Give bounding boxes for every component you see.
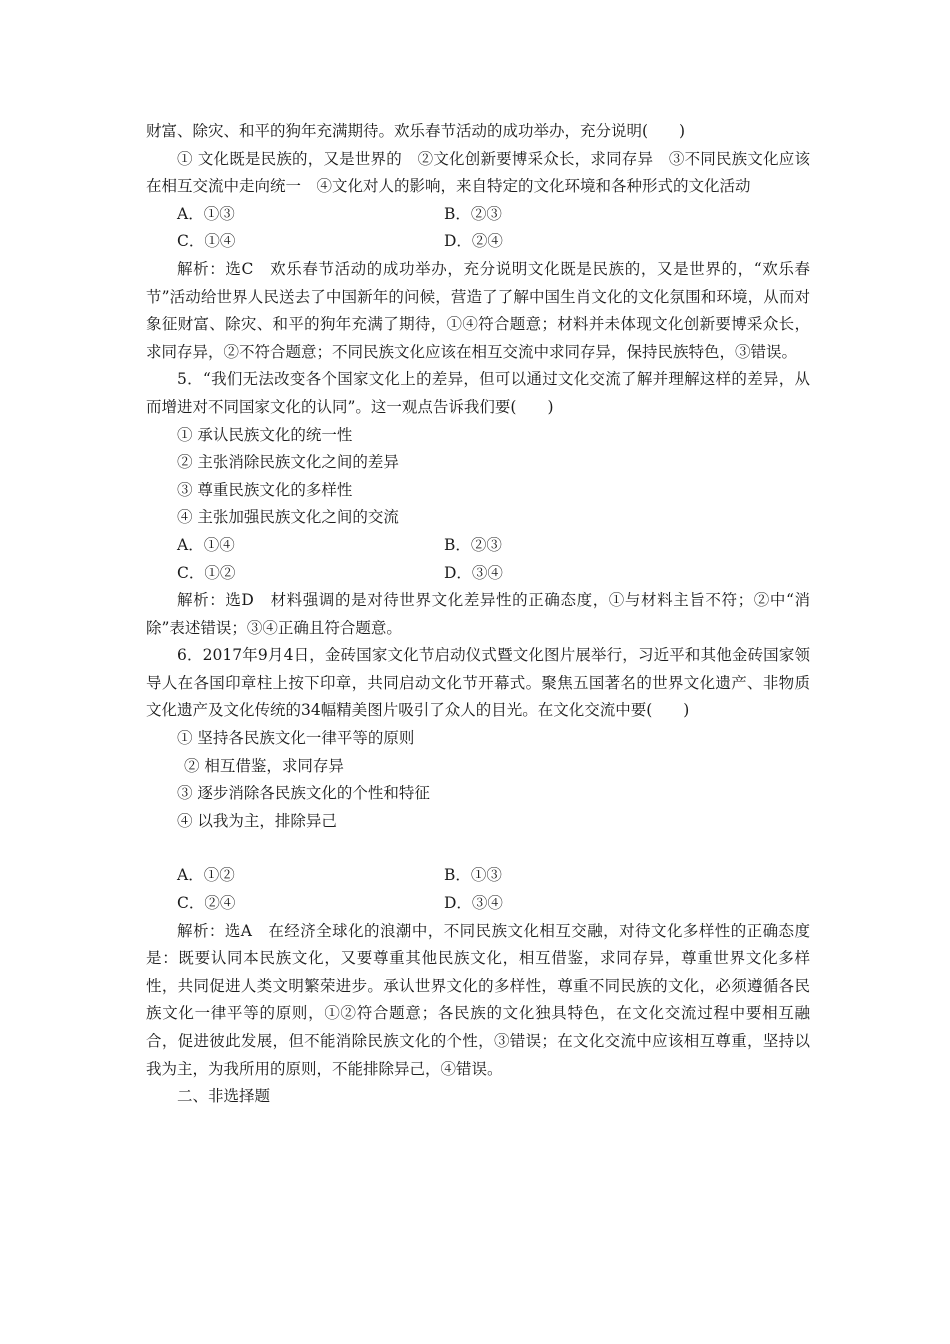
q4-option-d: D．②④ xyxy=(444,232,503,251)
q4-option-c: C．①④ xyxy=(177,232,236,251)
q6-statement-1: ① 坚持各民族文化一律平等的原则 xyxy=(177,729,415,748)
q5-statement-3: ③ 尊重民族文化的多样性 xyxy=(177,480,353,499)
q4-options-row-1 xyxy=(146,201,810,229)
q5-stem: 5．“我们无法改变各个国家文化上的差异，但可以通过文化交流了解并理解这样的差异，从而增进对不同国家文化的认同”。这一观点告诉我们要( ) xyxy=(146,370,810,416)
q6-statement-3: ③ 逐步消除各民族文化的个性和特征 xyxy=(177,784,430,803)
q5-statement-2: ② 主张消除民族文化之间的差异 xyxy=(177,453,399,472)
q6-options-row-2 xyxy=(146,890,810,918)
q5-statement-1: ① 承认民族文化的统一性 xyxy=(177,425,353,444)
q6-statement-2: ② 相互借鉴，求同存异 xyxy=(184,756,344,775)
q6-analysis: 解析：选A 在经济全球化的浪潮中，不同民族文化相互交融，对待文化多样性的正确态度是：既要认同本民族文化，又要尊重其他民族文化，相互借鉴，求同存异，尊重世界文化多样性，共同促进人类文明繁荣进步。承认世界文化的多样性，尊重不同民族的文化，必须遵循各民族文化一律平等的原则，①②符合题意；各民族的文化独具特色，在文化交流过程中要相互融合，促进彼此发展，但不能消除民族文化的个性，③错误；在文化交流中应该相互尊重，坚持以我为主，为我所用的原则，不能排除异己，④错误。 xyxy=(146,921,810,1078)
q6-option-b: B．①③ xyxy=(444,866,502,885)
q5-statement-4: ④ 主张加强民族文化之间的交流 xyxy=(177,508,399,527)
q6-options-row-1 xyxy=(146,862,810,890)
q4-statements: ① 文化既是民族的，又是世界的 ②文化创新要博采众长，求同存异 ③不同民族文化应该在相互交流中走向统一 ④文化对人的影响，来自特定的文化环境和各种形式的文化活动 xyxy=(146,149,810,196)
q5-option-d: D．③④ xyxy=(444,563,503,582)
q5-options-row-2 xyxy=(146,560,810,588)
q5-option-c: C．①② xyxy=(177,563,236,582)
q4-option-b: B．②③ xyxy=(444,204,502,223)
q5-analysis: 解析：选D 材料强调的是对待世界文化差异性的正确态度，①与材料主旨不符；②中“消除”表述错误；③④正确且符合题意。 xyxy=(146,591,810,637)
spacer xyxy=(146,835,810,862)
q6-option-c: C．②④ xyxy=(177,894,236,913)
document-page xyxy=(146,118,810,1111)
q4-options-row-2 xyxy=(146,228,810,256)
section-heading: 二、非选择题 xyxy=(177,1087,271,1106)
q5-option-b: B．②③ xyxy=(444,535,502,554)
q5-options-row-1 xyxy=(146,532,810,560)
q4-stem-tail: 财富、除灾、和平的狗年充满期待。欢乐春节活动的成功举办，充分说明( ) xyxy=(146,122,686,140)
q6-statement-4: ④ 以我为主，排除异己 xyxy=(177,811,337,830)
q6-stem: 6．2017年9月4日，金砖国家文化节启动仪式暨文化图片展举行，习近平和其他金砖国家领导人在各国印章柱上按下印章，共同启动文化节开幕式。聚焦五国著名的世界文化遗产、非物质文化遗产及文化传统的34幅精美图片吸引了众人的目光。在文化交流中要( ) xyxy=(146,646,810,720)
q5-option-a: A．①④ xyxy=(177,535,235,554)
q4-option-a: A．①③ xyxy=(177,204,235,223)
q6-option-a: A．①② xyxy=(177,866,235,885)
q6-option-d: D．③④ xyxy=(444,894,503,913)
q4-analysis: 解析：选C 欢乐春节活动的成功举办，充分说明文化既是民族的，又是世界的，“欢乐春节”活动给世界人民送去了中国新年的问候，营造了了解中国生肖文化的文化氛围和环境，从而对象征财富、除灾、和平的狗年充满了期待，①④符合题意；材料并未体现文化创新要博采众长，求同存异，②不符合题意；不同民族文化应该在相互交流中求同存异，保持民族特色，③错误。 xyxy=(146,259,810,361)
